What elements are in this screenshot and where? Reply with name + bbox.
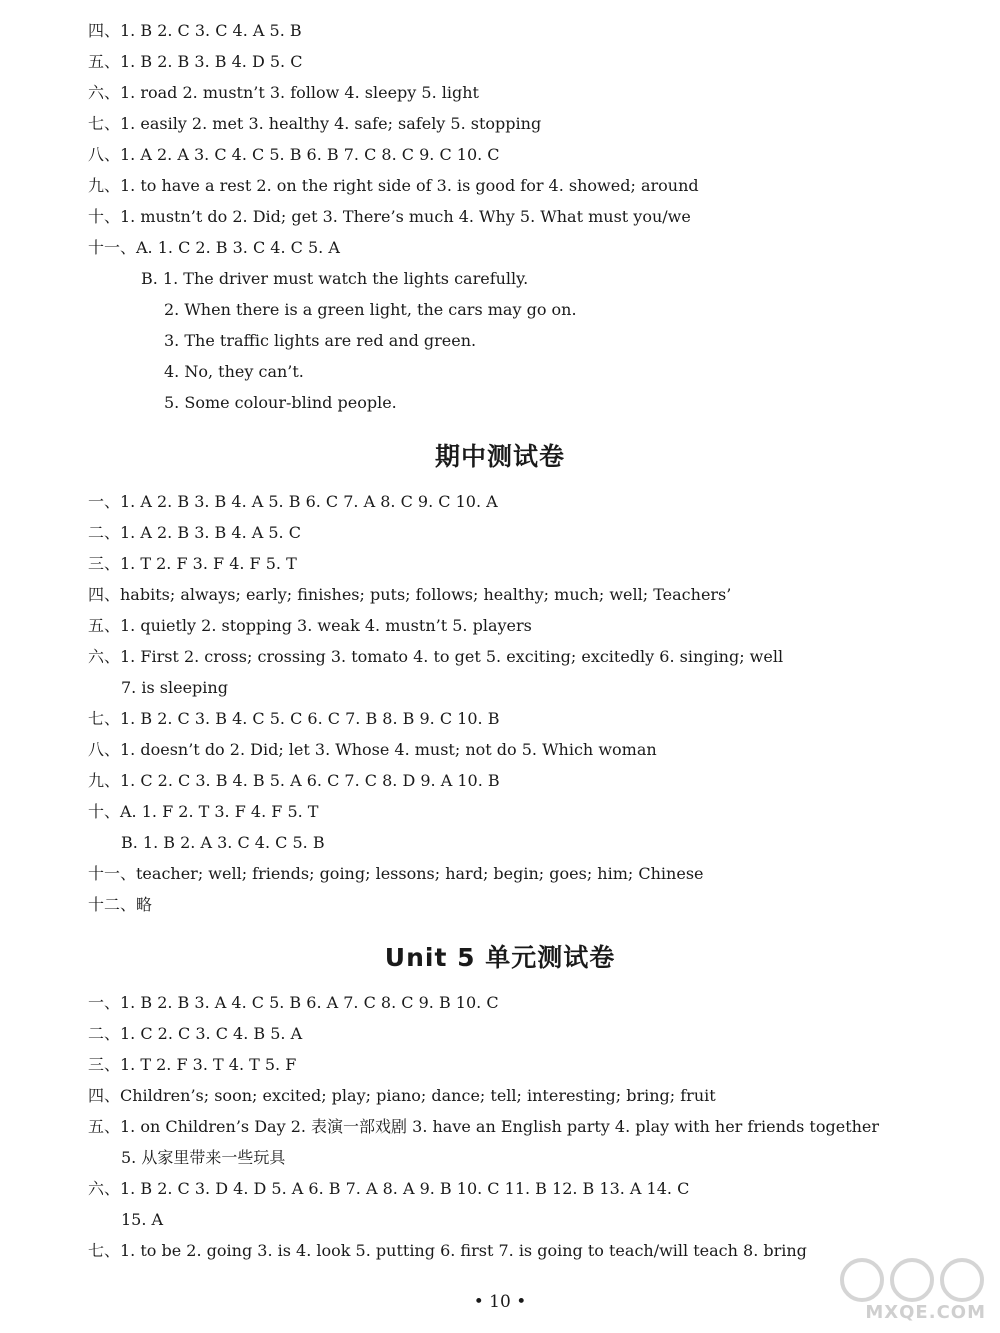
- answer-line: 五、1. B 2. B 3. B 4. D 5. C: [88, 52, 303, 71]
- answer-line: 五、1. on Children’s Day 2. 表演一部戏剧 3. have an English party 4. play with her friends together: [88, 1117, 880, 1136]
- answer-line: 7. is sleeping: [121, 678, 228, 697]
- answer-line: 三、1. T 2. F 3. T 4. T 5. F: [88, 1055, 297, 1074]
- page-number: • 10 •: [473, 1292, 527, 1312]
- answer-line: 六、1. road 2. mustn’t 3. follow 4. sleepy 5. light: [88, 83, 479, 102]
- answer-line: 十、1. mustn’t do 2. Did; get 3. There’s much 4. Why 5. What must you/we: [88, 207, 691, 226]
- answer-line: 2. When there is a green light, the cars may go on.: [164, 300, 577, 319]
- answer-line: 十二、略: [88, 895, 153, 914]
- answer-line: 六、1. B 2. C 3. D 4. D 5. A 6. B 7. A 8. A 9. B 10. C 11. B 12. B 13. A 14. C: [88, 1179, 690, 1198]
- answer-line: B. 1. B 2. A 3. C 4. C 5. B: [121, 833, 325, 852]
- answer-line: 5. 从家里带来一些玩具: [121, 1148, 286, 1167]
- answer-line: 七、1. to be 2. going 3. is 4. look 5. putting 6. first 7. is going to teach/will teach 8. bring: [88, 1241, 807, 1260]
- answer-line: 十一、teacher; well; friends; going; lessons; hard; begin; goes; him; Chinese: [88, 864, 704, 883]
- answer-line: 六、1. First 2. cross; crossing 3. tomato 4. to get 5. exciting; excitedly 6. singing; well: [88, 647, 784, 666]
- answer-line: 七、1. B 2. C 3. B 4. C 5. C 6. C 7. B 8. B 9. C 10. B: [88, 709, 500, 728]
- answer-line: 3. The traffic lights are red and green.: [164, 331, 477, 350]
- watermark-text: MXQE.COM: [865, 1302, 986, 1323]
- answer-line: 七、1. easily 2. met 3. healthy 4. safe; safely 5. stopping: [88, 114, 542, 133]
- answer-line: 四、habits; always; early; finishes; puts; follows; healthy; much; well; Teachers’: [88, 585, 732, 604]
- answer-line: 九、1. to have a rest 2. on the right side of 3. is good for 4. showed; around: [88, 176, 699, 195]
- section-heading-unit5: Unit 5 单元测试卷: [384, 943, 616, 972]
- answer-line: 4. No, they can’t.: [164, 362, 304, 381]
- answer-line: 二、1. A 2. B 3. B 4. A 5. C: [88, 523, 301, 542]
- watermark-logo: [832, 1255, 992, 1325]
- answer-line: 十一、A. 1. C 2. B 3. C 4. C 5. A: [88, 238, 340, 257]
- answer-line: 四、1. B 2. C 3. C 4. A 5. B: [88, 21, 302, 40]
- section-heading-midterm: 期中测试卷: [434, 442, 565, 471]
- answer-line: 九、1. C 2. C 3. B 4. B 5. A 6. C 7. C 8. D 9. A 10. B: [88, 771, 500, 790]
- answer-line: 5. Some colour-blind people.: [164, 393, 397, 412]
- answer-line: 二、1. C 2. C 3. C 4. B 5. A: [88, 1024, 303, 1043]
- answer-line: B. 1. The driver must watch the lights carefully.: [141, 269, 529, 288]
- answer-line: 四、Children’s; soon; excited; play; piano; dance; tell; interesting; bring; fruit: [88, 1086, 716, 1105]
- answer-line: 一、1. A 2. B 3. B 4. A 5. B 6. C 7. A 8. C 9. C 10. A: [88, 492, 498, 511]
- answer-line: 五、1. quietly 2. stopping 3. weak 4. mustn’t 5. players: [88, 616, 532, 635]
- answer-line: 十、A. 1. F 2. T 3. F 4. F 5. T: [88, 802, 319, 821]
- answer-line: 15. A: [121, 1210, 164, 1229]
- answer-line: 八、1. doesn’t do 2. Did; let 3. Whose 4. must; not do 5. Which woman: [88, 740, 657, 759]
- answer-line: 三、1. T 2. F 3. F 4. F 5. T: [88, 554, 297, 573]
- watermark-icon: [832, 1255, 992, 1305]
- answer-line: 一、1. B 2. B 3. A 4. C 5. B 6. A 7. C 8. C 9. B 10. C: [88, 993, 499, 1012]
- answer-line: 八、1. A 2. A 3. C 4. C 5. B 6. B 7. C 8. C 9. C 10. C: [88, 145, 500, 164]
